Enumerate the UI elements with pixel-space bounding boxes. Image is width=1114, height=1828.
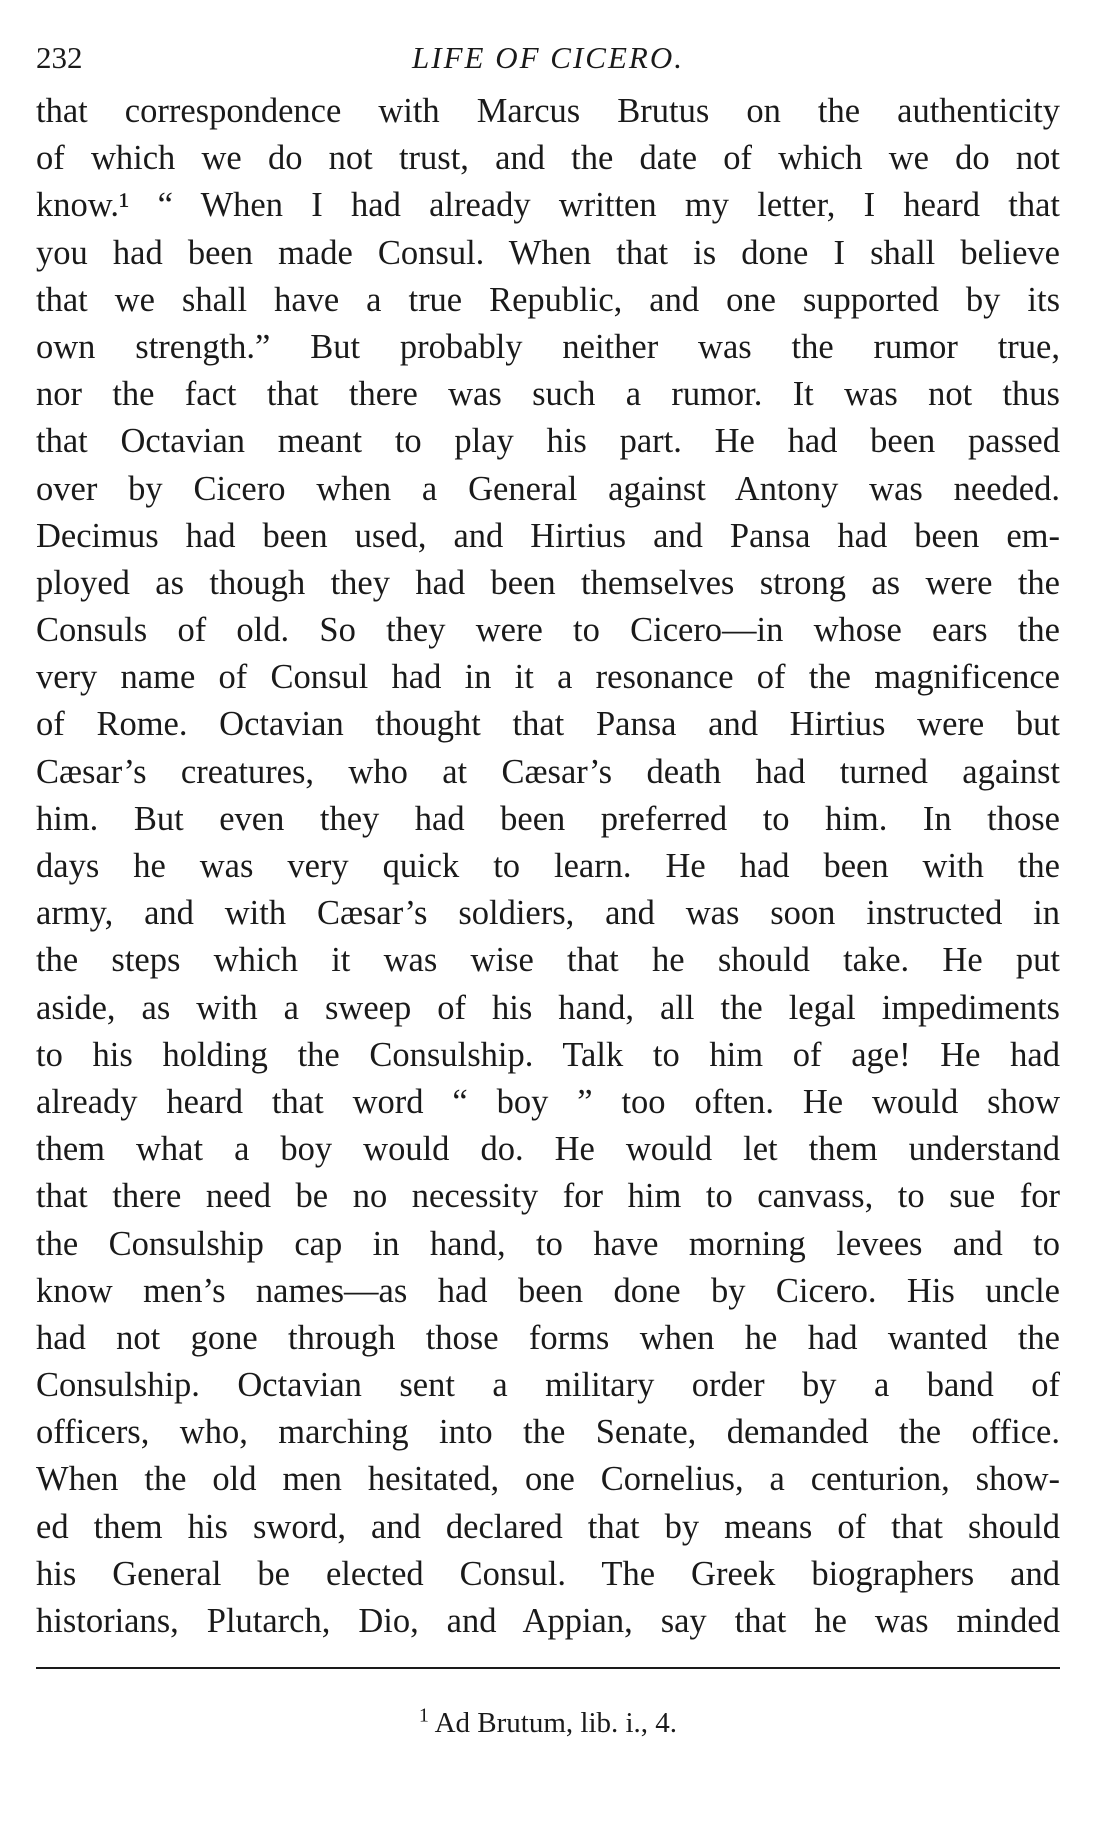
- text-line: that Octavian meant to play his part. He had been passed: [36, 422, 1060, 461]
- body-text: [36, 88, 1060, 1645]
- page-number: 232: [36, 40, 83, 75]
- text-line: Consulship. Octavian sent a military order by a band of: [36, 1366, 1060, 1405]
- text-line: nor the fact that there was such a rumor. It was not thus: [36, 375, 1060, 414]
- footnote-rule: [36, 1667, 1060, 1669]
- text-line: officers, who, marching into the Senate, demanded the office.: [36, 1413, 1060, 1452]
- text-line: historians, Plutarch, Dio, and Appian, say that he was minded: [36, 1602, 1060, 1640]
- book-page: [36, 30, 1060, 1800]
- running-head: [36, 30, 1060, 86]
- text-line: to his holding the Consulship. Talk to him of age! He had: [36, 1035, 1060, 1074]
- text-line: that there need be no necessity for him to canvass, to sue for: [36, 1177, 1060, 1216]
- text-line: the Consulship cap in hand, to have morning levees and to: [36, 1224, 1060, 1263]
- footnote-text: Ad Brutum, lib. i., 4.: [434, 1707, 678, 1740]
- footnote-marker: 1: [418, 1704, 429, 1727]
- text-line: that we shall have a true Republic, and one supported by its: [36, 280, 1060, 319]
- text-line: Cæsar’s creatures, who at Cæsar’s death had turned against: [36, 752, 1060, 791]
- text-line: of which we do not trust, and the date of which we do not: [36, 139, 1060, 178]
- text-line: had not gone through those forms when he had wanted the: [36, 1318, 1060, 1357]
- text-line: Consuls of old. So they were to Cicero—in whose ears the: [36, 611, 1060, 650]
- text-line: very name of Consul had in it a resonance of the magnificence: [36, 658, 1060, 697]
- text-line: army, and with Cæsar’s soldiers, and was soon instructed in: [36, 894, 1060, 933]
- text-line: aside, as with a sweep of his hand, all the legal impediments: [36, 988, 1060, 1027]
- text-line: Decimus had been used, and Hirtius and Pansa had been em-: [36, 516, 1060, 555]
- running-title: LIFE OF CICERO.: [412, 40, 684, 75]
- text-line: the steps which it was wise that he should take. He put: [36, 941, 1060, 980]
- text-line: own strength.” But probably neither was the rumor true,: [36, 327, 1060, 366]
- text-line: know men’s names—as had been done by Cicero. His uncle: [36, 1271, 1060, 1310]
- text-line: ed them his sword, and declared that by means of that should: [36, 1507, 1060, 1546]
- text-line: you had been made Consul. When that is done I shall believe: [36, 233, 1060, 272]
- text-line: already heard that word “ boy ” too often. He would show: [36, 1082, 1060, 1121]
- text-line: that correspondence with Marcus Brutus on the authenticity: [36, 92, 1060, 130]
- text-line: over by Cicero when a General against Antony was needed.: [36, 469, 1060, 508]
- footnote: [36, 1703, 1060, 1743]
- text-line: of Rome. Octavian thought that Pansa and Hirtius were but: [36, 705, 1060, 744]
- text-line: ployed as though they had been themselves strong as were the: [36, 563, 1060, 602]
- text-line: know.¹ “ When I had already written my letter, I heard that: [36, 186, 1060, 225]
- text-line: his General be elected Consul. The Greek biographers and: [36, 1554, 1060, 1593]
- text-line: When the old men hesitated, one Cornelius, a centurion, show-: [36, 1460, 1060, 1499]
- text-line: them what a boy would do. He would let them understand: [36, 1130, 1060, 1169]
- text-line: days he was very quick to learn. He had been with the: [36, 847, 1060, 885]
- text-line: him. But even they had been preferred to him. In those: [36, 799, 1060, 838]
